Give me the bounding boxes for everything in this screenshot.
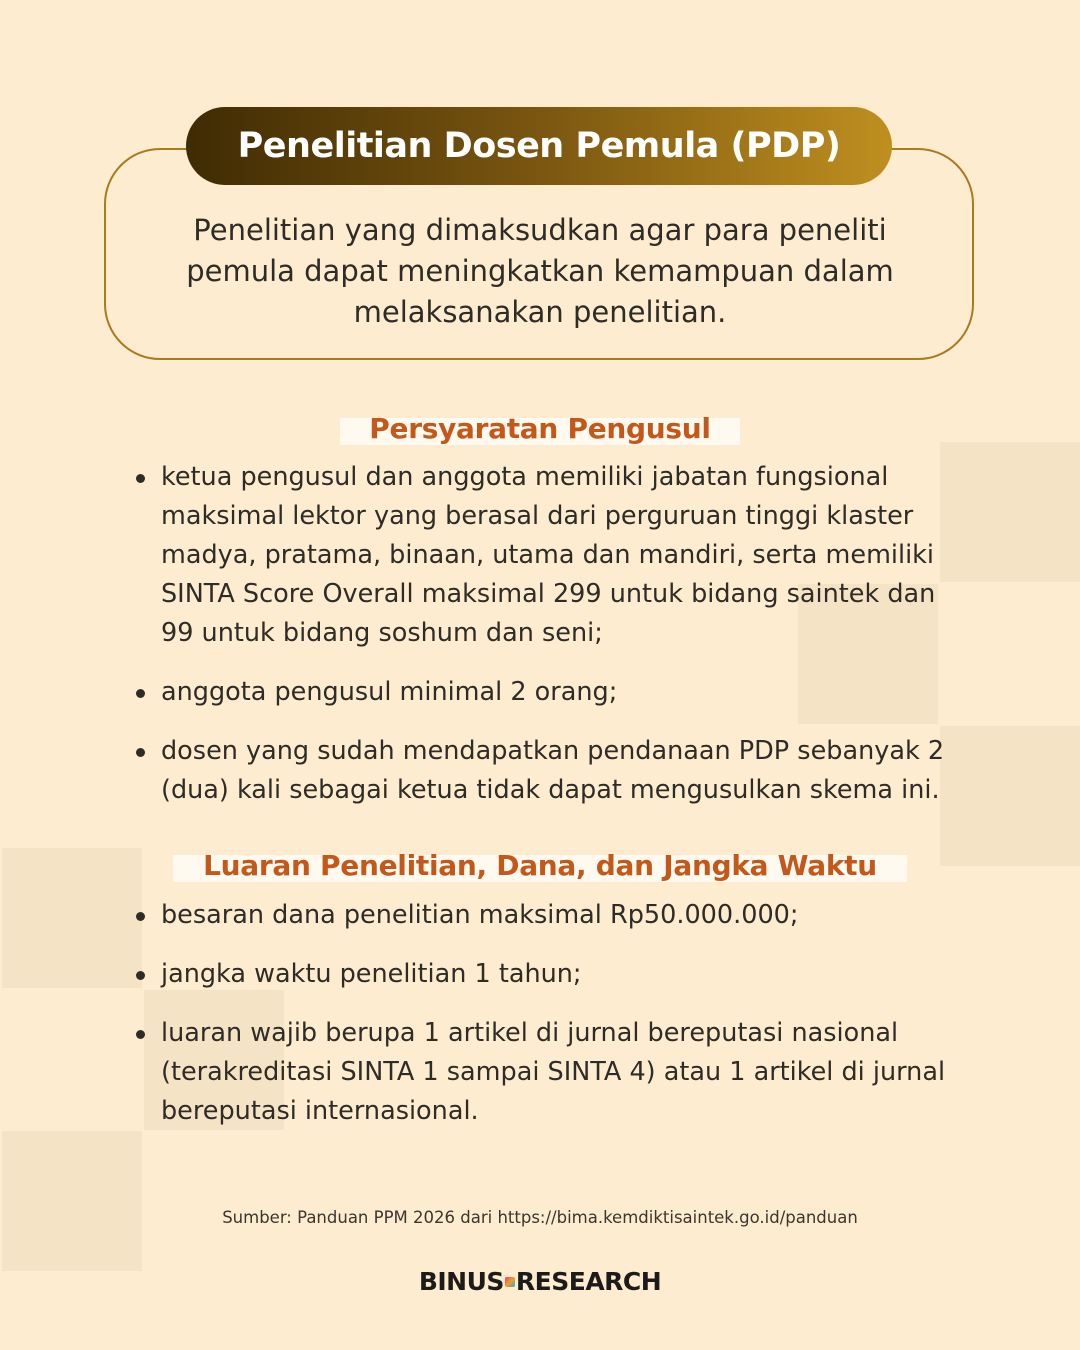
decor-square (940, 726, 1080, 866)
list-item: jangka waktu penelitian 1 tahun; (130, 955, 960, 994)
section-heading-outputs (173, 849, 907, 882)
title-pill (186, 107, 892, 185)
intro-text: Penelitian yang dimaksudkan agar para peneliti pemula dapat meningkatkan kemampuan dalam melaksanakan penelitian. (186, 213, 894, 329)
source-citation: Sumber: Panduan PPM 2026 dari https://bima.kemdiktisaintek.go.id/panduan (222, 1208, 858, 1227)
decor-square (2, 848, 142, 988)
page-title: Penelitian Dosen Pemula (PDP) (237, 126, 841, 166)
list-item: dosen yang sudah mendapatkan pendanaan PDP sebanyak 2 (dua) kali sebagai ketua tidak dapat mengusulkan skema ini. (130, 732, 960, 810)
list-item: besaran dana penelitian maksimal Rp50.000.000; (130, 896, 960, 935)
decor-square (2, 1131, 142, 1271)
outputs-list (130, 896, 960, 1131)
logo-text-left: BINUS (418, 1267, 504, 1296)
requirements-list (130, 458, 960, 810)
logo-text-right: RESEARCH (515, 1267, 662, 1296)
section-heading-text: Luaran Penelitian, Dana, dan Jangka Waktu (203, 849, 877, 882)
decor-square (940, 442, 1080, 582)
section-heading-requirements (340, 412, 740, 445)
section-heading-text: Persyaratan Pengusul (369, 412, 711, 445)
binus-research-logo (0, 1267, 1080, 1296)
list-item: luaran wajib berupa 1 artikel di jurnal bereputasi nasional (terakreditasi SINTA 1 sampai SINTA 4) atau 1 artikel di jurnal bereputasi internasional. (130, 1014, 960, 1131)
logo-mark-icon (505, 1277, 515, 1287)
list-item: anggota pengusul minimal 2 orang; (130, 673, 960, 712)
list-item: ketua pengusul dan anggota memiliki jabatan fungsional maksimal lektor yang berasal dari perguruan tinggi klaster madya, pratama, binaan, utama dan mandiri, serta memiliki SINTA Score Overall maksimal 299 untuk bidang saintek dan 99 untuk bidang soshum dan seni; (130, 458, 960, 653)
